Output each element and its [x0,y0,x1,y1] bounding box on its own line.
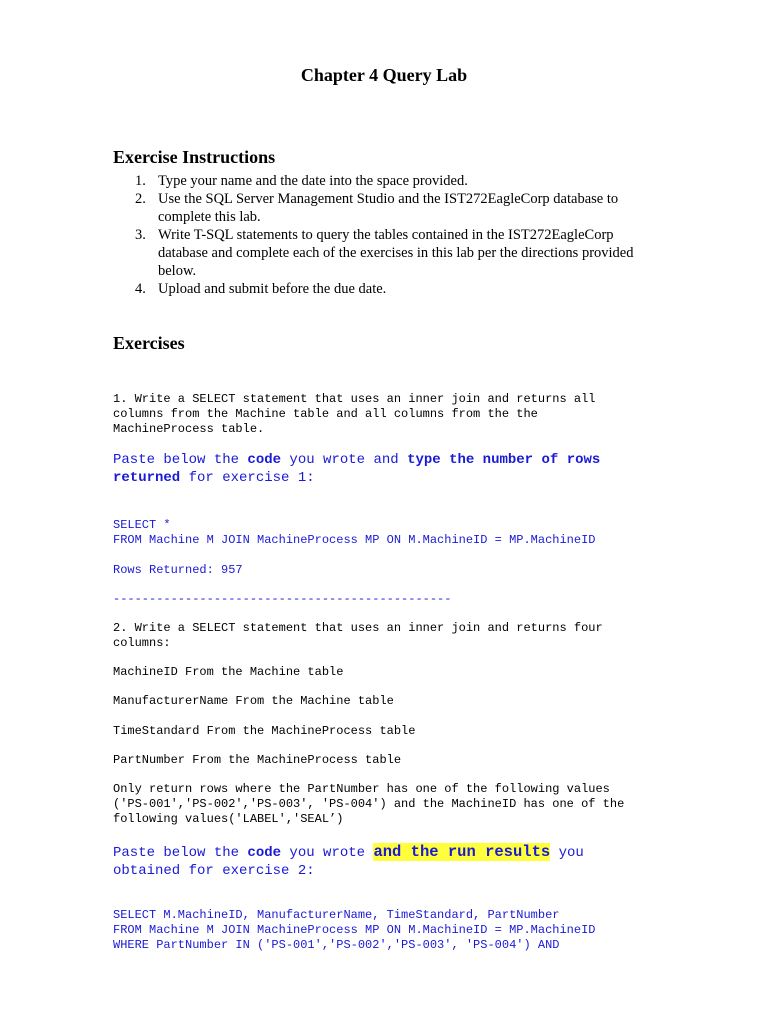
instruction-line: Write T-SQL statements to query the tables contained in the IST272EagleCorp [158,227,614,243]
instruction-line: below. [158,263,197,279]
paste-emphasis: code [247,452,282,468]
instruction-item [158,190,678,226]
code-line: SELECT M.MachineID, ManufacturerName, TimeStandard, PartNumber [113,908,560,922]
instruction-number: 2. [135,191,146,207]
exercise-1-paste-instruction-line-2 [113,469,315,487]
exercise-2-condition [113,782,624,827]
instruction-line: complete this lab. [158,209,261,225]
paste-text: you [550,845,584,861]
code-line: FROM Machine M JOIN MachineProcess MP ON M.MachineID = MP.MachineID [113,923,596,937]
instruction-number: 4. [135,281,146,297]
exercise-1-prompt [113,392,595,437]
condition-line: Only return rows where the PartNumber has one of the following values [113,782,610,796]
instruction-item [158,172,678,190]
condition-line: following values('LABEL','SEAL’) [113,812,344,826]
instruction-line: database and complete each of the exercises in this lab per the directions provided [158,245,634,261]
highlighted-text: and the run results [373,843,551,861]
exercises-heading: Exercises [113,333,185,353]
paste-text: Paste below the [113,452,248,468]
code-line: SELECT * [113,518,171,532]
exercise-2-prompt [113,621,603,651]
column-item: PartNumber From the MachineProcess table [113,753,402,767]
instruction-item [158,226,678,280]
column-item: MachineID From the Machine table [113,665,344,679]
prompt-line: columns: [113,636,171,650]
code-line: FROM Machine M JOIN MachineProcess MP ON M.MachineID = MP.MachineID [113,533,596,547]
column-item: ManufacturerName From the Machine table [113,694,394,708]
condition-line: ('PS-001','PS-002','PS-003', 'PS-004') and the MachineID has one of the [113,797,625,811]
exercise-2-paste-instruction-line-2: obtained for exercise 2: [113,863,315,879]
code-line: WHERE PartNumber IN ('PS-001','PS-002','PS-003', 'PS-004') AND [113,938,560,952]
paste-text: for exercise 1: [180,470,315,486]
instruction-line: Upload and submit before the due date. [158,281,387,297]
paste-text: you wrote [281,845,374,861]
section-divider: ----------------------------------------------- [113,592,452,606]
paste-emphasis: code [247,845,282,861]
page-title: Chapter 4 Query Lab [300,65,468,85]
column-item: TimeStandard From the MachineProcess table [113,724,416,738]
instruction-item [158,280,678,298]
exercise-2-code [113,908,595,953]
rows-returned: Rows Returned: 957 [113,563,243,577]
exercise-2-paste-instruction [113,843,584,862]
paste-text: Paste below the [113,845,248,861]
prompt-line: columns from the Machine table and all columns from the the [113,407,538,421]
exercise-1-paste-instruction [113,451,600,469]
prompt-line: MachineProcess table. [113,422,265,436]
instruction-number: 3. [135,227,146,243]
instruction-number: 1. [135,173,146,189]
prompt-line: 2. Write a SELECT statement that uses an inner join and returns four [113,621,603,635]
instruction-line: Use the SQL Server Management Studio and the IST272EagleCorp database to [158,191,619,207]
prompt-line: 1. Write a SELECT statement that uses an inner join and returns all [113,392,596,406]
instruction-line: Type your name and the date into the space provided. [158,173,468,189]
paste-text: you wrote and [281,452,408,468]
exercise-1-code [113,518,595,548]
instructions-heading: Exercise Instructions [113,147,276,167]
paste-emphasis: returned [113,470,181,486]
paste-emphasis: type the number of rows [407,452,601,468]
